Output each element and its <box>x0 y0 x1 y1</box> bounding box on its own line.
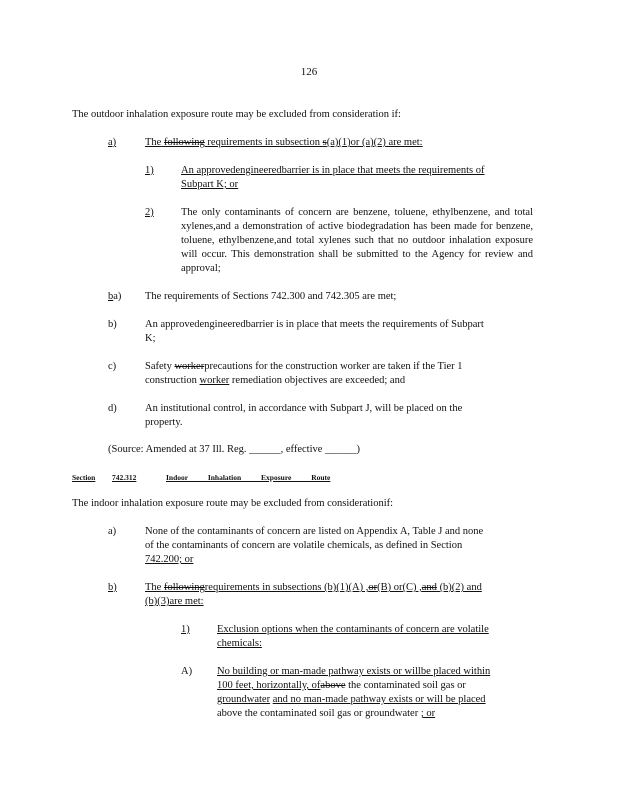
outdoor-c-label: c) <box>108 361 117 372</box>
indoor-a-line3: 742.200; or <box>145 554 194 565</box>
indoor-b1-line1: Exclusion options when the contaminants of concern are volatile <box>217 624 489 635</box>
outdoor-a-label: a) <box>108 137 117 148</box>
outdoor-d-line1: An institutional control, in accordance with Subpart J, will be placed on the <box>145 403 463 414</box>
outdoor-a1-line2: Subpart K; or <box>181 179 239 190</box>
outdoor-intro: The outdoor inhalation exposure route may be excluded from consideration if: <box>72 109 401 120</box>
indoor-b-line1: The followingrequirements in subsections (b)(1)(A) ,or(B) or(C) ,and (b)(2) and <box>145 582 482 593</box>
outdoor-a-text: The following requirements in subsection s(a)(1)or (a)(2) are met: <box>145 137 423 148</box>
outdoor-b-label: b) <box>108 319 117 330</box>
indoor-A-line4: above the contaminated soil gas or groundwater ; or <box>217 708 436 719</box>
outdoor-a2-label: 2) <box>145 207 154 218</box>
indoor-a-line2: of the contaminants of concern are volatile chemicals, as defined in Section <box>145 540 463 551</box>
outdoor-b-line1: An approvedengineeredbarrier is in place that meets the requirements of Subpart <box>145 319 484 330</box>
outdoor-d-line2: property. <box>145 417 183 428</box>
outdoor-ba-text: The requirements of Sections 742.300 and 742.305 are met; <box>145 291 397 302</box>
section-number: 742.312 <box>112 473 137 482</box>
indoor-A-line3: groundwater and no man-made pathway exists or will be placed <box>217 694 486 705</box>
outdoor-c-line1: Safety workerprecautions for the construction worker are taken if the Tier 1 <box>145 361 463 372</box>
indoor-a-line1: None of the contaminants of concern are listed on Appendix A, Table J and none <box>145 526 484 537</box>
indoor-A-label: A) <box>181 666 193 677</box>
outdoor-d-label: d) <box>108 403 117 414</box>
indoor-A-line1: No building or man-made pathway exists or willbe placed within <box>217 666 491 677</box>
page-number: 126 <box>300 66 318 78</box>
indoor-b1-label: 1) <box>181 624 190 635</box>
outdoor-a2-text: The only contaminants of concern are benzene, toluene, ethylbenzene, and total xylenes,and a demonstration of active biodegradation has been made for benzene, toluene, ethylbenzene,and total xylenes such that no outdoor inhalation exposure will occur. This demonstration shall be submitted to the Agency for review and approval; <box>181 207 533 274</box>
outdoor-b-line2: K; <box>145 333 156 344</box>
section-title: Indoor Inhalation Exposure Route <box>166 473 331 482</box>
outdoor-ba-label: ba) <box>108 291 122 302</box>
indoor-intro: The indoor inhalation exposure route may be excluded from considerationif: <box>72 498 394 509</box>
outdoor-a1-label: 1) <box>145 165 154 176</box>
indoor-b-line2: (b)(3)are met: <box>145 596 204 607</box>
strike-following: following <box>163 137 205 148</box>
indoor-a-label: a) <box>108 526 117 537</box>
indoor-b-label: b) <box>108 582 117 593</box>
section-label: Section <box>72 473 96 482</box>
outdoor-a1-line1: An approvedengineeredbarrier is in place that meets the requirements of <box>181 165 485 176</box>
source-note: (Source: Amended at 37 Ill. Reg. ______, effective ______) <box>108 444 361 455</box>
indoor-A-line2: 100 feet, horizontally, ofabove the contaminated soil gas or <box>217 680 466 691</box>
indoor-b1-line2: chemicals: <box>217 638 262 649</box>
outdoor-c-line2: construction worker remediation objectives are exceeded; and <box>145 375 406 386</box>
